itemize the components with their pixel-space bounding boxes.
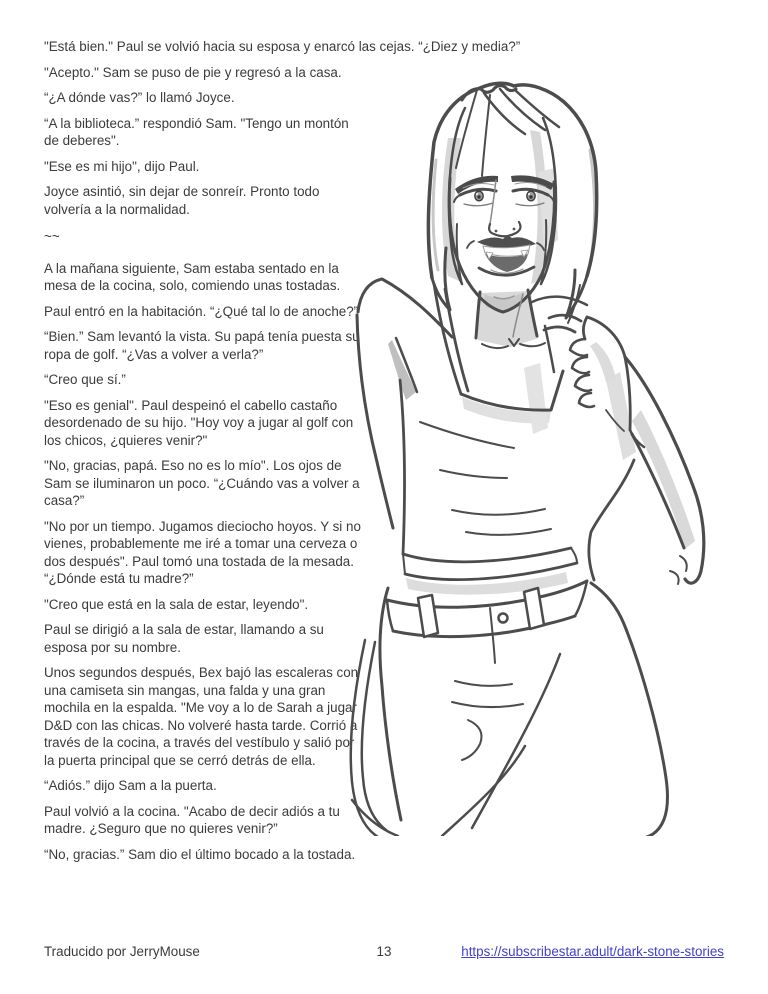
section-divider: ~~ — [44, 229, 60, 244]
story-paragraph: “Bien.” Sam levantó la vista. Su papá tenía puesta su ropa de golf. “¿Vas a volver a verla?” — [44, 329, 360, 362]
story-paragraph: “¿A dónde vas?” lo llamó Joyce. — [44, 90, 235, 105]
story-paragraph: "No por un tiempo. Jugamos dieciocho hoyos. Y si no vienes, probablemente me iré a tomar una cerveza o dos después". Paul tomó una tostada de la mesada. “¿Dónde está tu madre?” — [44, 518, 361, 586]
mouth — [467, 236, 544, 275]
belt-loop-left — [418, 595, 438, 637]
page-footer — [44, 943, 724, 960]
subscribestar-link[interactable]: https://subscribestar.adult/dark-stone-stories — [461, 944, 724, 959]
translator-credit: Traducido por JerryMouse — [44, 944, 200, 959]
story-paragraph: “No, gracias.” Sam dio el último bocado a la tostada. — [44, 846, 356, 862]
story-text — [44, 38, 724, 943]
nose — [490, 180, 496, 224]
story-paragraph: “Creo que sí.” — [44, 372, 126, 387]
story-paragraph: "Creo que está en la sala de estar, leyendo". — [44, 596, 309, 612]
page-number: 13 — [376, 944, 392, 959]
woman-line-art-illustration — [344, 80, 768, 836]
story-paragraph: “Adiós.” dijo Sam a la puerta. — [44, 778, 217, 793]
story-paragraph: Paul entró en la habitación. “¿Qué tal lo de anoche?” — [44, 303, 359, 319]
belt-button — [499, 613, 508, 622]
belt-loop-right — [524, 588, 544, 629]
backpack-strap — [362, 642, 386, 830]
story-paragraph: "Eso es genial". Paul despeinó el cabello castaño desordenado de su hijo. "Hoy voy a jugar al golf con los chicos, ¿quieres venir?" — [44, 397, 354, 448]
story-paragraph: Unos segundos después, Bex bajó las escaleras con una camiseta sin mangas, una falda y una gran mochila en la espalda. "Me voy a lo de Sarah a jugar D&D con las chicas. No volveré hasta tarde. Corrió a través de la cocina, a través del vestíbulo y salió por la puerta principal que se cerró detrás de ella. — [44, 665, 359, 768]
story-paragraph: "Ese es mi hijo", dijo Paul. — [44, 158, 200, 174]
skirt — [351, 583, 668, 836]
story-paragraph: "Acepto." Sam se puso de pie y regresó a la casa. — [44, 64, 342, 80]
illustration — [374, 58, 768, 830]
story-paragraph: “A la biblioteca.” respondió Sam. "Tengo un montón de deberes". — [44, 115, 349, 148]
story-paragraph: Joyce asintió, sin dejar de sonreír. Pronto todo volvería a la normalidad. — [44, 184, 320, 217]
story-paragraph: "Está bien." Paul se volvió hacia su esposa y enarcó las cejas. “¿Diez y media?” — [44, 39, 521, 54]
story-paragraph: Paul volvió a la cocina. "Acabo de decir adiós a tu madre. ¿Seguro que no quieres venir?” — [44, 803, 340, 836]
backpack-strap — [351, 640, 378, 836]
story-paragraph: "No, gracias, papá. Eso no es lo mío". Los ojos de Sam se iluminaron un poco. “¿Cuándo vas a volver a casa?” — [44, 458, 360, 508]
story-paragraph: A la mañana siguiente, Sam estaba sentado en la mesa de la cocina, solo, comiendo unas tostadas. — [44, 260, 341, 293]
story-paragraph: Paul se dirigió a la sala de estar, llamando a su esposa por su nombre. — [44, 622, 324, 655]
